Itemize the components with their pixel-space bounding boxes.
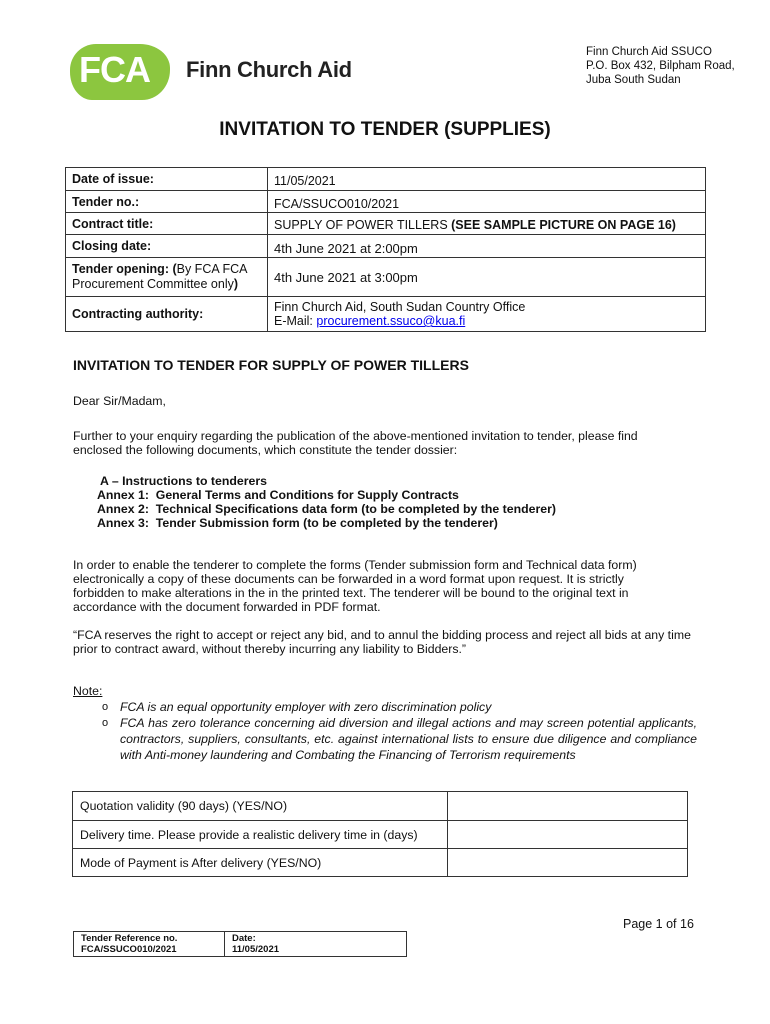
forms-paragraph: [73, 558, 637, 614]
annex-item: Annex 1: General Terms and Conditions for Supply Contracts: [97, 488, 459, 502]
footer-reference-cell: [74, 932, 225, 957]
paragraph-line: forbidden to make alterations in the in the printed text. The tenderer will be bound to the original text in: [73, 586, 629, 600]
table-row: [66, 258, 706, 297]
tender-opening-value: 4th June 2021 at 3:00pm: [268, 258, 706, 297]
bullet-marker: o: [102, 717, 109, 729]
notes-list: [102, 699, 697, 763]
address-line: P.O. Box 432, Bilpham Road,: [586, 60, 735, 72]
paragraph-line: prior to contract award, without thereby incurring any liability to Bidders.”: [73, 642, 466, 656]
address-line: Finn Church Aid SSUCO: [586, 46, 712, 58]
contracting-authority-label: Contracting authority:: [66, 297, 268, 332]
note-item: [102, 715, 697, 763]
note-item: [102, 699, 697, 715]
date-of-issue-value: 11/05/2021: [268, 168, 706, 191]
email-prefix: E-Mail:: [274, 314, 317, 328]
section-heading: INVITATION TO TENDER FOR SUPPLY OF POWER TILLERS: [73, 357, 469, 373]
paragraph-line: electronically a copy of these documents can be forwarded in a word format upon request. It is strictly: [73, 572, 624, 586]
answer-field[interactable]: [448, 792, 688, 821]
document-title: INVITATION TO TENDER (SUPPLIES): [219, 119, 551, 140]
footer-date-cell: [225, 932, 407, 957]
organization-address: [586, 45, 735, 87]
procurement-email-link[interactable]: procurement.ssuco@kua.fi: [316, 314, 466, 328]
paragraph-line: accordance with the document forwarded in PDF format.: [73, 600, 381, 614]
table-row: [73, 821, 688, 849]
address-line: Juba South Sudan: [586, 74, 681, 86]
bullet-marker: o: [102, 701, 109, 713]
reserve-paragraph: [73, 628, 691, 656]
page-number: Page 1 of 16: [623, 917, 694, 931]
closing-date-value: 4th June 2021 at 2:00pm: [268, 235, 706, 258]
annex-item: A – Instructions to tenderers: [100, 474, 267, 488]
footer-ref-value: FCA/SSUCO010/2021: [81, 944, 177, 955]
tender-opening-label-end: ): [233, 277, 239, 291]
date-of-issue-label: Date of issue:: [66, 168, 268, 191]
authority-email-line: [274, 314, 699, 328]
contract-title-value: [268, 213, 706, 235]
answer-field[interactable]: [448, 821, 688, 849]
contracting-authority-value: [268, 297, 706, 332]
salutation: Dear Sir/Madam,: [73, 394, 166, 408]
tender-no-label: Tender no.:: [66, 191, 268, 213]
intro-paragraph: [73, 429, 638, 457]
tender-no-value: FCA/SSUCO010/2021: [268, 191, 706, 213]
contract-title-label: Contract title:: [66, 213, 268, 235]
questions-table: [72, 791, 688, 877]
authority-office: Finn Church Aid, South Sudan Country Office: [274, 300, 526, 314]
table-row: [74, 932, 407, 957]
table-row: [66, 191, 706, 213]
table-row: [73, 792, 688, 821]
paragraph-line: In order to enable the tenderer to complete the forms (Tender submission form and Technical data form): [73, 558, 637, 572]
footer-reference-table: [73, 931, 407, 957]
table-row: [66, 168, 706, 191]
table-row: [66, 213, 706, 235]
note-text: FCA is an equal opportunity employer with zero discrimination policy: [120, 700, 492, 714]
annex-item: Annex 2: Technical Specifications data form (to be completed by the tenderer): [97, 502, 556, 516]
note-text: FCA has zero tolerance concerning aid diversion and illegal actions and may screen potential applicants, contractors, suppliers, consultants, etc. against international lists to ensure due diligence and compliance with Anti-money laundering and Combating the Financing of Terrorism requirements: [120, 716, 697, 762]
footer-date-value: 11/05/2021: [232, 944, 280, 955]
footer-date-label: Date:: [232, 933, 256, 944]
tender-opening-label-bold: Tender opening: (: [72, 262, 177, 276]
logo-organization-name: Finn Church Aid: [186, 57, 352, 82]
question-cell: Mode of Payment is After delivery (YES/NO): [73, 849, 448, 877]
answer-field[interactable]: [448, 849, 688, 877]
table-row: [66, 235, 706, 258]
table-row: [66, 297, 706, 332]
paragraph-line: Further to your enquiry regarding the publication of the above-mentioned invitation to tender, please find: [73, 429, 638, 443]
tender-opening-label-normal: By FCA FCA Procurement Committee only: [72, 262, 247, 291]
footer-ref-label: Tender Reference no.: [81, 933, 178, 944]
question-cell: Quotation validity (90 days) (YES/NO): [73, 792, 448, 821]
tender-info-table: [65, 167, 706, 332]
table-row: [73, 849, 688, 877]
annex-list: [97, 474, 556, 530]
contract-title-note: (SEE SAMPLE PICTURE ON PAGE 16): [451, 217, 676, 232]
paragraph-line: enclosed the following documents, which constitute the tender dossier:: [73, 443, 458, 457]
paragraph-line: “FCA reserves the right to accept or reject any bid, and to annul the bidding process and reject all bids at any time: [73, 628, 691, 642]
logo-letters: FCA: [79, 49, 150, 90]
tender-opening-label: [66, 258, 268, 297]
closing-date-label: Closing date:: [66, 235, 268, 258]
contract-title-text: SUPPLY OF POWER TILLERS: [274, 217, 452, 232]
annex-item: Annex 3: Tender Submission form (to be completed by the tenderer): [97, 516, 498, 530]
note-label: Note:: [73, 684, 103, 698]
question-cell: Delivery time. Please provide a realistic delivery time in (days): [73, 821, 448, 849]
